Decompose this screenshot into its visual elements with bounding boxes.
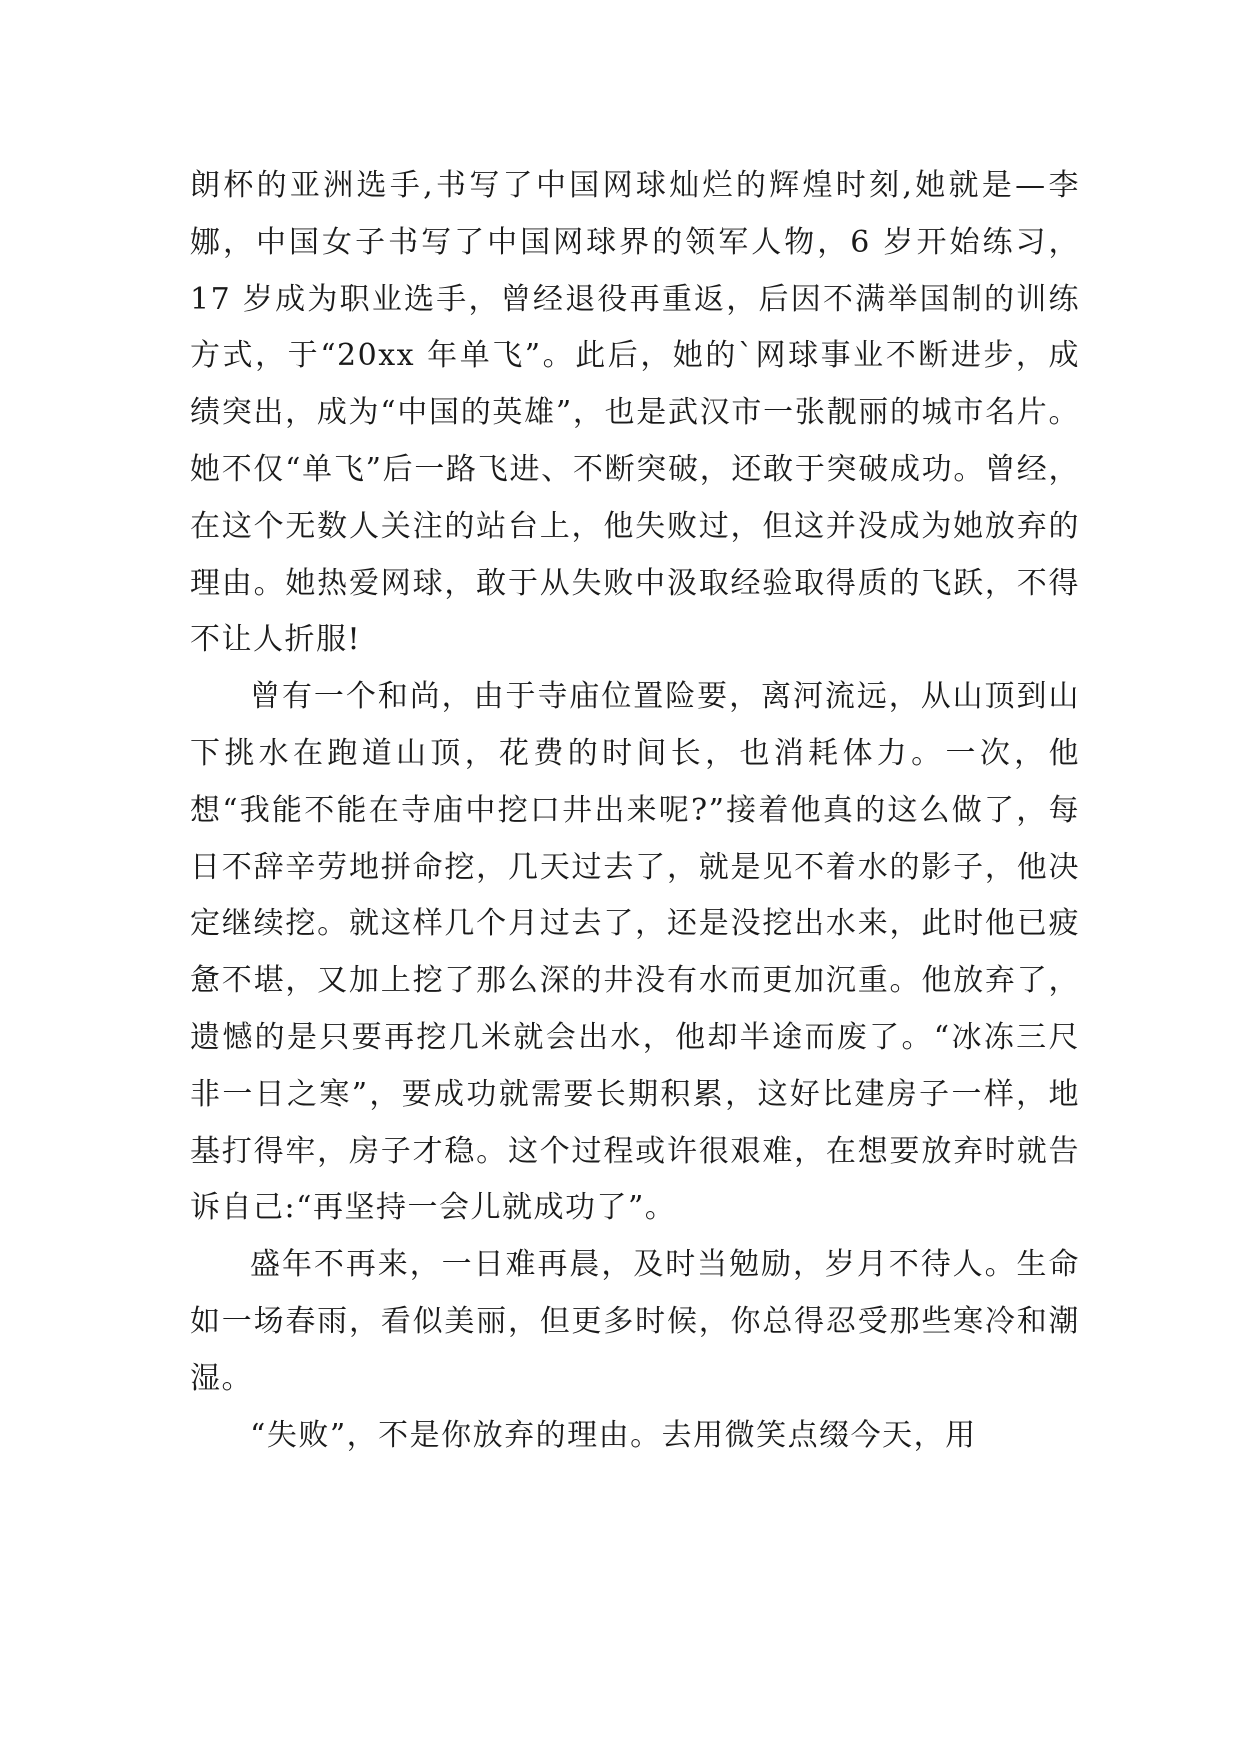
paragraph-youth: 盛年不再来，一日难再晨，及时当勉励，岁月不待人。生命如一场春雨，看似美丽，但更多时候，你总得忍受那些寒冷和潮湿。 — [190, 1247, 1080, 1396]
paragraph-failure: “失败”，不是你放弃的理由。去用微笑点缀今天，用 — [250, 1417, 977, 1453]
paragraph-li-na: 朗杯的亚洲选手,书写了中国网球灿烂的辉煌时刻,她就是—李娜，中国女子书写了中国网球界的领军人物，6 岁开始练习，17 岁成为职业选手，曾经退役再重返，后因不满举国制的训练方式，于“20xx 年单飞”。此后，她的`网球事业不断进步，成绩突出，成为“中国的英雄”，也是武汉市一张靓丽的城市名片。她不仅“单飞”后一路飞进、不断突破，还敢于突破成功。曾经，在这个无数人关注的站台上，他失败过，但这并没成为她放弃的理由。她热爱网球，敢于从失败中汲取经验取得质的飞跃，不得不让人折服! — [190, 168, 1080, 658]
paragraph-monk-well: 曾有一个和尚，由于寺庙位置险要，离河流远，从山顶到山下挑水在跑道山顶，花费的时间长，也消耗体力。一次，他想“我能不能在寺庙中挖口井出来呢?”接着他真的这么做了，每日不辞辛劳地拼命挖，几天过去了，就是见不着水的影子，他决定继续挖。就这样几个月过去了，还是没挖出水来，此时他已疲惫不堪，又加上挖了那么深的井没有水而更加沉重。他放弃了，遗憾的是只要再挖几米就会出水，他却半途而废了。“冰冻三尺非一日之寒”，要成功就需要长期积累，这好比建房子一样，地基打得牢，房子才稳。这个过程或许很艰难，在想要放弃时就告诉自己:“再坚持一会儿就成功了”。 — [190, 679, 1080, 1226]
document-body — [190, 158, 1080, 1464]
